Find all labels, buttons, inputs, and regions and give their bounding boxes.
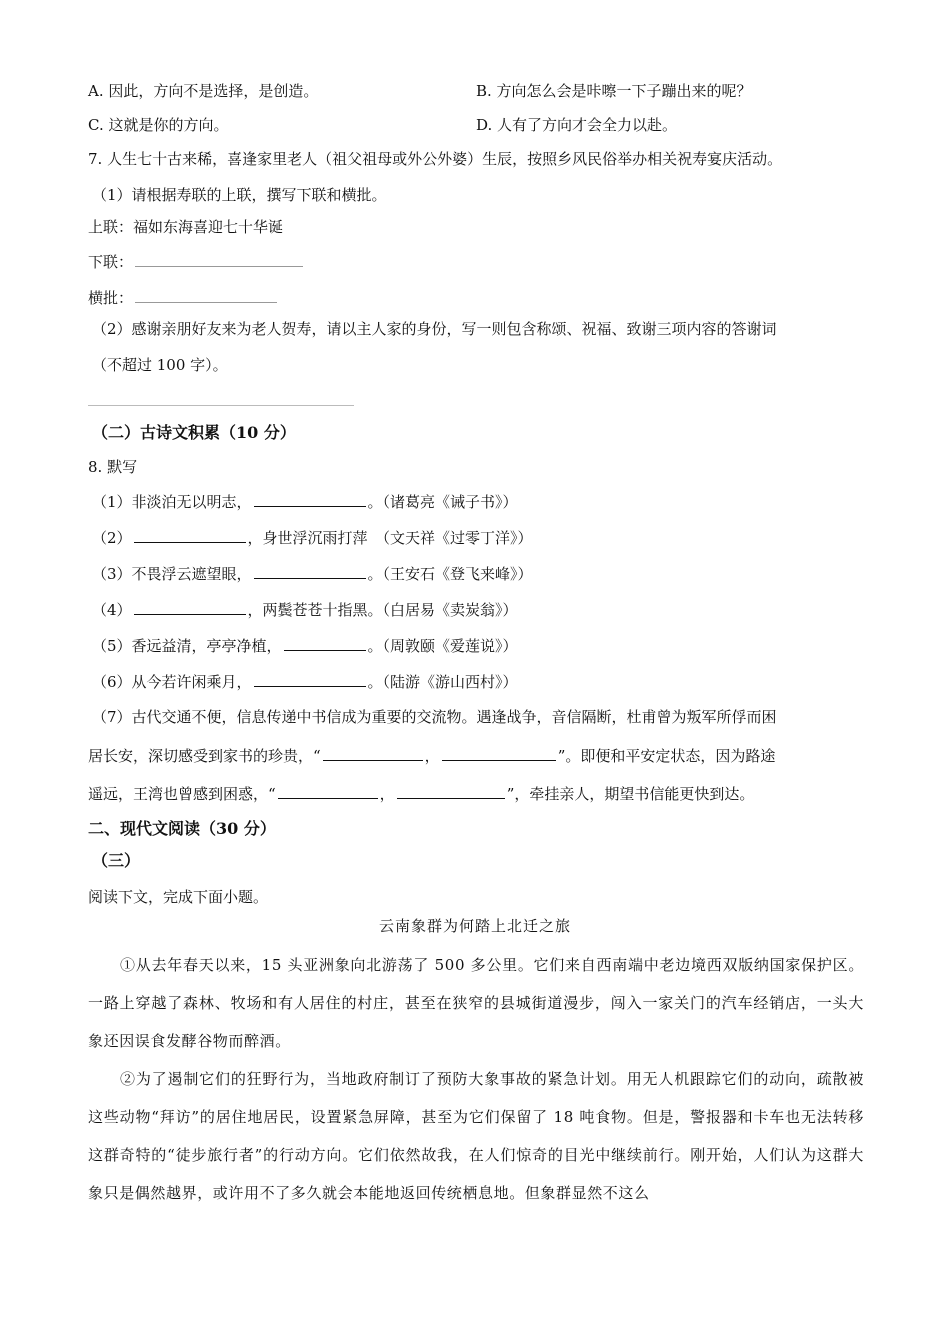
q8-item5-text: （5）香远益清，亭亭净植， bbox=[92, 637, 282, 655]
q8-item4-blank[interactable] bbox=[134, 598, 246, 615]
couplet-lower bbox=[88, 250, 305, 273]
reading-instruction: 阅读下文，完成下面小题。 bbox=[88, 888, 269, 906]
couplet-horizontal-blank[interactable] bbox=[135, 286, 277, 303]
q8-item5-blank[interactable] bbox=[284, 634, 366, 651]
q8-item7-line3-tail: ”，牵挂亲人，期望书信能更快到达。 bbox=[506, 785, 755, 803]
q8-item1 bbox=[92, 490, 518, 513]
q8-item7-line2-tail: ”。即便和平安定状态，因为路途 bbox=[557, 747, 776, 765]
couplet-lower-label: 下联： bbox=[88, 253, 134, 271]
q8-item3-blank[interactable] bbox=[254, 562, 366, 579]
answer-line[interactable] bbox=[88, 405, 354, 406]
q8-item7-line1: （7）古代交通不便，信息传递中书信成为重要的交流物。遇逢战争，音信隔断，杜甫曾为叛军所俘而困 bbox=[92, 708, 777, 726]
q8-item1-blank[interactable] bbox=[254, 490, 366, 507]
q8-item5-source: 。（周敦颐《爱莲说》） bbox=[367, 637, 518, 655]
q8-item3 bbox=[92, 562, 533, 585]
q8-item4 bbox=[92, 598, 518, 621]
q8-item6 bbox=[92, 670, 518, 693]
q8-item2 bbox=[92, 526, 533, 549]
q8-item3-source: 。（王安石《登飞来峰》） bbox=[367, 565, 533, 583]
q8-item7-blank3[interactable] bbox=[278, 782, 378, 799]
q8-item2-text: （2） bbox=[92, 529, 132, 547]
article-title: 云南象群为何踏上北迁之旅 bbox=[378, 917, 571, 935]
section2-heading: （二）古诗文积累（10 分） bbox=[92, 423, 296, 442]
article-paragraph-2: ②为了遏制它们的狂野行为，当地政府制订了预防大象事故的紧急计划。用无人机跟踪它们的动向，疏散被这些动物“拜访”的居住地居民，设置紧急屏障，甚至为它们保留了 18 吨食物。但是，警报器和卡车也无法转移这群奇特的“徒步旅行者”的行动方向。它们依然故我，在人们惊奇的目光中继续前行。刚开始，人们认为这群大象只是偶然越界，或许用不了多久就会本能地返回传统栖息地。但象群显然不这么 bbox=[88, 1070, 864, 1202]
q8-item2-blank[interactable] bbox=[134, 526, 246, 543]
option-d: D. 人有了方向才会全力以赴。 bbox=[476, 116, 678, 134]
sub3-heading: （三） bbox=[92, 851, 141, 870]
q8-item6-text: （6）从今若许闲乘月， bbox=[92, 673, 252, 691]
q8-item4-text: （4） bbox=[92, 601, 132, 619]
q8-item6-source: 。（陆游《游山西村》） bbox=[367, 673, 518, 691]
option-c: C. 这就是你的方向。 bbox=[88, 116, 229, 134]
q8-item7-blank4[interactable] bbox=[397, 782, 505, 799]
q8-item5 bbox=[92, 634, 518, 657]
couplet-horizontal bbox=[88, 286, 279, 309]
q8-item7-blank1[interactable] bbox=[323, 744, 423, 761]
article-paragraph-1: ①从去年春天以来，15 头亚洲象向北游荡了 500 多公里。它们来自西南端中老边境西双版纳国家保护区。一路上穿越了森林、牧场和有人居住的村庄，甚至在狭窄的县城街道漫步，闯入一家关门的汽车经销店，一头大象还因误食发酵谷物而醉酒。 bbox=[88, 956, 864, 1050]
q8-item4-source: ，两鬓苍苍十指黑。（白居易《卖炭翁》） bbox=[247, 601, 518, 619]
q7-part2-line2: （不超过 100 字）。 bbox=[92, 356, 228, 374]
couplet-lower-blank[interactable] bbox=[135, 250, 303, 267]
q8-item7-line2-text: 居长安，深切感受到家书的珍贵，“ bbox=[88, 747, 321, 765]
article-body bbox=[88, 946, 864, 1212]
q8-item1-text: （1）非淡泊无以明志， bbox=[92, 493, 252, 511]
q8-item2-source: ，身世浮沉雨打萍 （文天祥《过零丁洋》） bbox=[247, 529, 533, 547]
q8-item7-comma2: ， bbox=[379, 785, 395, 803]
q8-item7-comma1: ， bbox=[424, 747, 440, 765]
q8-item7-blank2[interactable] bbox=[442, 744, 556, 761]
q8-item7-line3-text: 遥远，王湾也曾感到困惑，“ bbox=[88, 785, 276, 803]
q7-part2-line1: （2）感谢亲朋好友来为老人贺寿，请以主人家的身份，写一则包含称颂、祝福、致谢三项内容的答谢词 bbox=[92, 320, 777, 338]
q8-item3-text: （3）不畏浮云遮望眼， bbox=[92, 565, 252, 583]
q7-stem: 7. 人生七十古来稀，喜逢家里老人（祖父祖母或外公外婆）生辰，按照乡风民俗举办相关祝寿宴庆活动。 bbox=[88, 150, 783, 168]
q8-item7-line2 bbox=[88, 744, 775, 767]
couplet-upper: 上联：福如东海喜迎七十华诞 bbox=[88, 218, 284, 236]
option-b: B. 方向怎么会是咔嚓一下子蹦出来的呢？ bbox=[476, 82, 752, 100]
option-a: A. 因此，方向不是选择，是创造。 bbox=[88, 82, 319, 100]
q8-item1-source: 。（诸葛亮《诫子书》） bbox=[367, 493, 518, 511]
part2-heading: 二、现代文阅读（30 分） bbox=[88, 819, 276, 838]
couplet-horizontal-label: 横批： bbox=[88, 289, 134, 307]
q8-stem: 8. 默写 bbox=[88, 458, 138, 476]
q8-item7-line3 bbox=[88, 782, 754, 805]
q7-part1: （1）请根据寿联的上联，撰写下联和横批。 bbox=[92, 186, 387, 204]
q8-item6-blank[interactable] bbox=[254, 670, 366, 687]
